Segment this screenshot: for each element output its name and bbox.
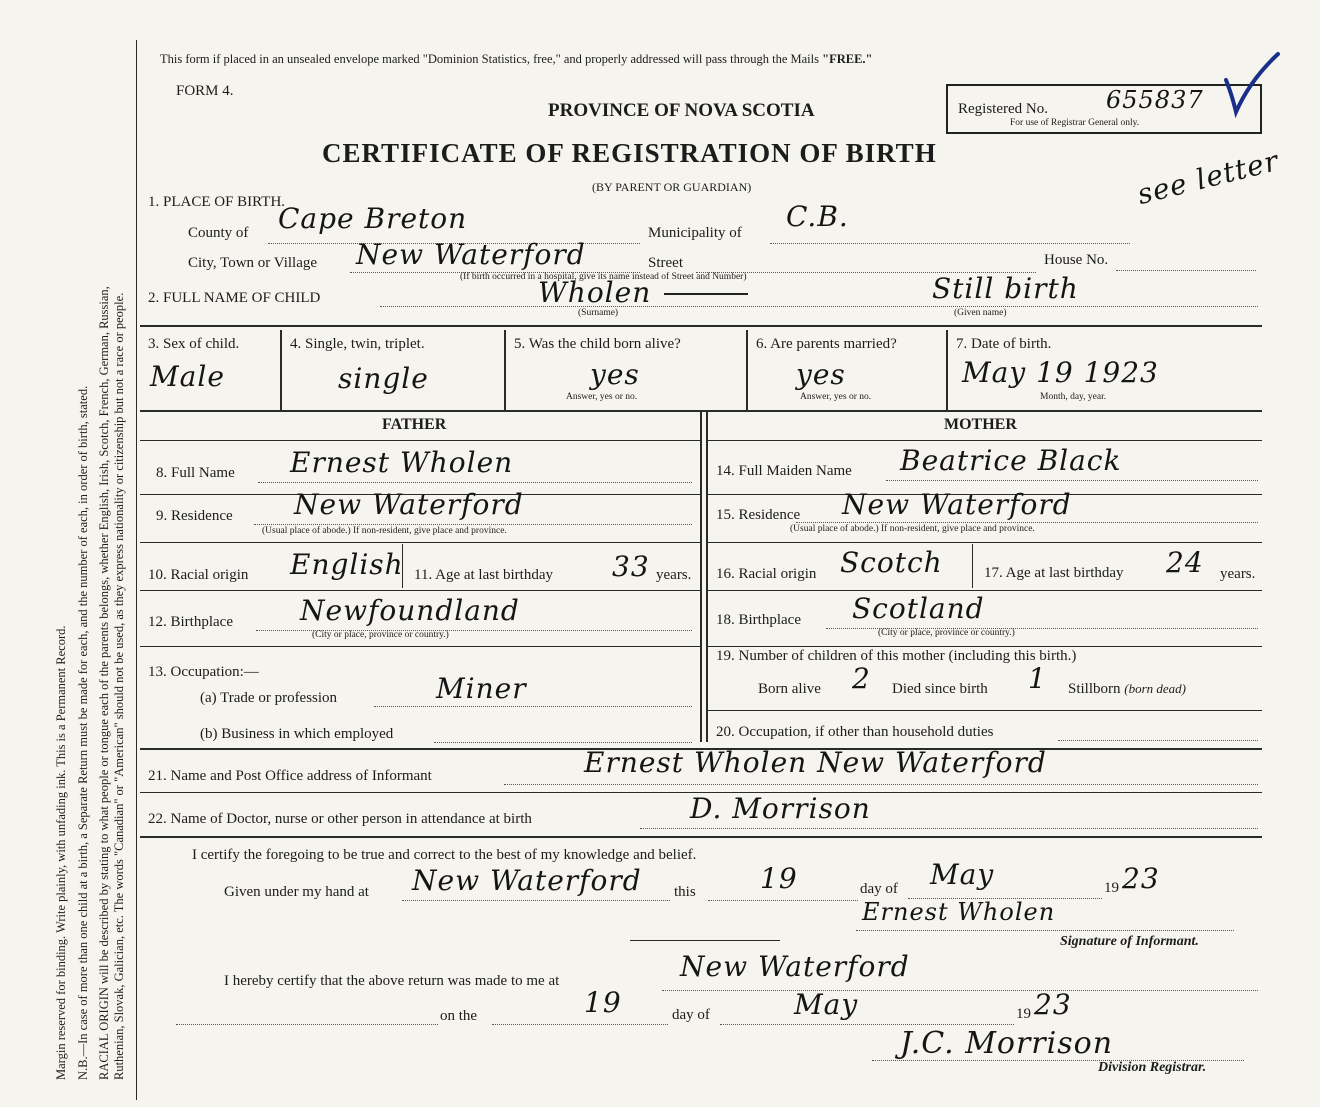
registrar-place-value: New Waterford [680,950,910,983]
certify-year-prefix: 19 [1104,880,1119,896]
county-value: Cape Breton [278,202,468,235]
born-alive-value: yes [590,358,640,391]
checkmark-icon [1222,50,1282,120]
certificate-subtitle: (BY PARENT OR GUARDIAN) [592,180,752,194]
doctor-label: 22. Name of Doctor, nurse or other person in attendance at birth [148,811,532,827]
informant-value: Ernest Wholen New Waterford [584,746,1047,779]
registrar-statement: I hereby certify that the above return was made to me at [224,973,560,989]
plurality-label: 4. Single, twin, triplet. [290,336,425,352]
given-under-hand-label: Given under my hand at [224,884,369,900]
parents-married-caption: Answer, yes or no. [800,392,872,402]
surname-caption: (Surname) [578,308,619,318]
certify-year-suffix: 23 [1122,862,1160,895]
mother-racial-value: Scotch [840,546,943,579]
certificate-title: CERTIFICATE OF REGISTRATION OF BIRTH [322,138,937,168]
mother-birthplace-label: 18. Birthplace [716,612,801,628]
registrar-day-value: 19 [584,986,622,1019]
margin-scrawl: see letter [1134,144,1283,211]
plurality-value: single [338,362,429,395]
this-label: this [674,884,696,900]
father-birthplace-caption: (City or place, province or country.) [312,630,449,640]
father-birthplace-value: Newfoundland [300,594,520,627]
mother-heading: MOTHER [944,416,1017,433]
children-count-label: 19. Number of children of this mother (including this birth.) [716,648,1077,664]
county-label: County of [188,225,249,241]
child-name-label: 2. FULL NAME OF CHILD [148,290,321,306]
father-residence-caption: (Usual place of abode.) If non-resident, give place and province. [262,526,507,536]
mother-age-unit: years. [1220,566,1256,582]
father-name-value: Ernest Wholen [290,446,514,479]
mother-residence-caption: (Usual place of abode.) If non-resident, give place and province. [790,524,1035,534]
parents-married-value: yes [796,358,846,391]
child-given-value: Still birth [932,272,1079,305]
date-of-birth-caption: Month, day, year. [1040,392,1107,402]
registrar-day-of-label: day of [672,1007,710,1023]
date-of-birth-label: 7. Date of birth. [956,336,1052,352]
mother-name-label: 14. Full Maiden Name [716,463,852,479]
mother-birthplace-caption: (City or place, province or country.) [878,628,1015,638]
registrar-caption: Division Registrar. [1098,1060,1207,1075]
informant-label: 21. Name and Post Office address of Informant [148,768,432,784]
certify-statement: I certify the foregoing to be true and correct to the best of my knowledge and belief. [192,847,697,863]
sex-label: 3. Sex of child. [148,336,240,352]
father-age-unit: years. [656,567,692,583]
father-name-label: 8. Full Name [156,465,235,481]
registrar-year-suffix: 23 [1034,988,1072,1021]
father-heading: FATHER [382,416,447,433]
father-residence-value: New Waterford [294,488,524,521]
certify-month-value: May [930,858,995,891]
margin-note-binding: Margin reserved for binding. Write plainly, with unfading ink. This is a Permanent Record. [54,625,68,1080]
row3-top-line [140,325,1262,327]
margin-note-racial-origin: RACIAL ORIGIN will be described by stating to what people or tongue each of the parents belongs, whether English, Irish, Scotch, French, German, Russian, [97,286,111,1080]
died-since-birth-value: 1 [1028,662,1047,695]
margin-note-racial-origin-cont: Ruthenian, Slovak, Galician, etc. The words "Canadian" or "American" should not be used, as they express nationality or citizenship but not a race or people. [112,292,126,1080]
mail-note: This form if placed in an unsealed envelope marked "Dominion Statistics, free," and properly addressed will pass through the Mails "FREE." [160,52,873,66]
registrar-signature: J.C. Morrison [900,1026,1114,1061]
on-the-label: on the [440,1008,478,1024]
trade-value: Miner [436,672,527,705]
father-racial-value: English [290,548,404,581]
parents-married-label: 6. Are parents married? [756,336,897,352]
certify-day-of-label: day of [860,881,898,897]
registered-no-note: For use of Registrar General only. [1010,118,1140,128]
mother-racial-label: 16. Racial origin [716,566,817,582]
street-label: Street [648,255,683,271]
father-residence-label: 9. Residence [156,508,233,524]
mother-birthplace-value: Scotland [852,592,985,625]
business-label: (b) Business in which employed [200,726,394,742]
given-place-value: New Waterford [412,864,642,897]
born-alive-caption: Answer, yes or no. [566,392,638,402]
registered-no-value: 655837 [1106,86,1204,114]
father-occupation-label: 13. Occupation:— [148,664,259,680]
trade-label: (a) Trade or profession [200,690,338,706]
municipality-value: C.B. [786,200,849,233]
father-birthplace-label: 12. Birthplace [148,614,233,630]
registered-no-box [946,84,1262,134]
sex-value: Male [150,360,225,393]
mother-name-value: Beatrice Black [900,444,1122,477]
binding-margin-line [136,40,137,1100]
registered-no-label: Registered No. [958,101,1048,117]
form-number: FORM 4. [176,83,234,99]
doctor-value: D. Morrison [690,792,871,825]
given-caption: (Given name) [954,308,1007,318]
died-since-birth-label: Died since birth [892,681,988,697]
informant-signature: Ernest Wholen [862,898,1056,926]
born-alive-label: 5. Was the child born alive? [514,336,681,352]
house-no-label: House No. [1044,252,1109,268]
stillborn-label: Stillborn (born dead) [1068,681,1187,697]
father-racial-label: 10. Racial origin [148,567,249,583]
born-alive-count-label: Born alive [758,681,821,697]
surname-dash [664,293,748,295]
parents-divider [700,412,702,742]
date-of-birth-value: May 19 1923 [962,356,1159,389]
registrar-year-prefix: 19 [1016,1006,1031,1022]
father-age-value: 33 [612,550,650,583]
province-title: PROVINCE OF NOVA SCOTIA [548,100,815,121]
mother-age-label: 17. Age at last birthday [984,565,1124,581]
municipality-label: Municipality of [648,225,742,241]
mother-residence-label: 15. Residence [716,507,801,523]
city-label: City, Town or Village [188,255,318,271]
father-age-label: 11. Age at last birthday [414,567,553,583]
born-alive-count-value: 2 [852,662,871,695]
hospital-note: (If birth occurred in a hospital, give its name instead of Street and Number) [460,272,747,282]
informant-signature-caption: Signature of Informant. [1060,934,1199,949]
margin-note-multiple-births: N.B.—In case of more than one child at a birth, a Separate Return must be made for each, and the number of each, in order of birth, stated. [76,385,90,1080]
child-surname-value: Wholen [538,276,652,309]
place-of-birth-label: 1. PLACE OF BIRTH. [148,194,286,210]
mother-residence-value: New Waterford [842,488,1072,521]
city-value: New Waterford [356,238,586,271]
mother-occupation-label: 20. Occupation, if other than household duties [716,724,994,740]
mother-age-value: 24 [1166,546,1204,579]
certify-day-value: 19 [760,862,798,895]
registrar-month-value: May [794,988,859,1021]
